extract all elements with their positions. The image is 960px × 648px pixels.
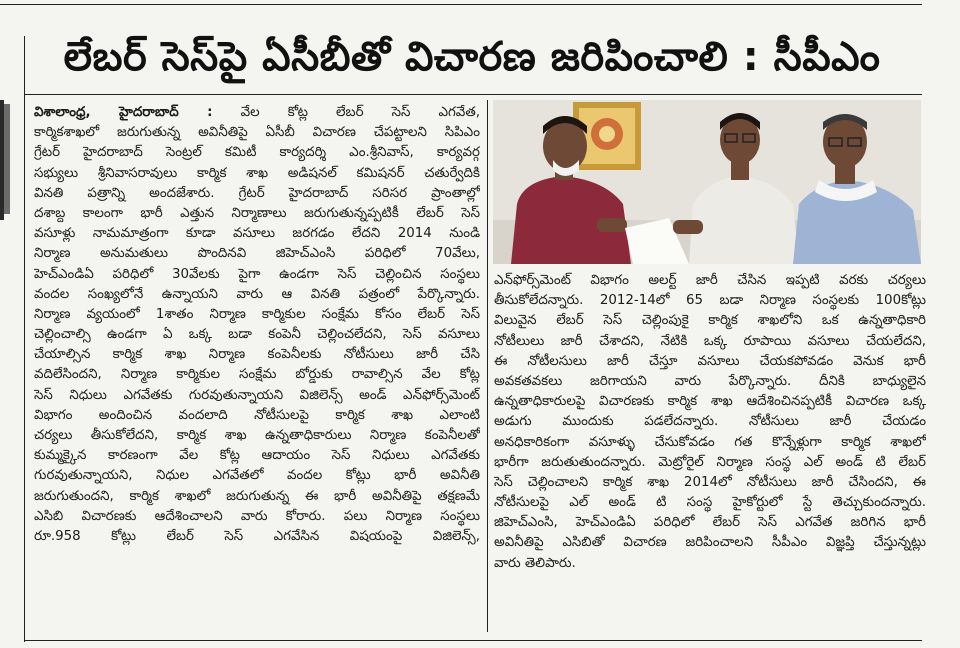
article-line: అనధికారికంగా వసూళ్ళు చేసుకోవడం గత కొన్నేళ్లుగా కార్మిక శాఖలో xyxy=(494,434,926,450)
article-line: వినతి పత్రాన్ని అందజేశారు. గ్రేటర్ హైదరాబాద్ సరిసర ప్రాంతాల్లో xyxy=(34,185,480,201)
article-line: విభాగం అందించిన వందలాది నోటీసులపై కార్మిక శాఖ ఎలాంటి xyxy=(34,407,480,423)
article-line: కార్మికశాఖలో జరుగుతున్న అవినీతిపై ఏసీబీ విచారణ చేపట్టాలని సిపిఎం xyxy=(34,125,480,141)
article-line: ఎసిబి విచారణకు ఆదేశించాలని వారు కోరారు. పలు నిర్మాణ సంస్థలు xyxy=(34,508,480,524)
article-line: ఈ నోటీలసులు జారీ చేస్తూ వసూలు చేయకపోవడం వెనుక భారీ xyxy=(494,353,926,369)
article-line: జరుగుతుందని, కార్మిక శాఖలో జరుగుతున్న ఈ భారీ అవినీతిపై తక్షణమే xyxy=(34,488,480,504)
article-line: అవకతవకలు జరిగాయని వారు పేర్కొన్నారు. దీనికి బాధ్యులైన xyxy=(494,373,926,389)
placeline: విశాలాంధ్ర, హైదరాబాద్ : xyxy=(34,105,213,120)
article-line: సభ్యులు శ్రీనివాసరావులు కార్మిక శాఖ అడిషనల్ కమిషనర్ చతుర్వేదికి xyxy=(34,165,480,181)
article-line: భారీగా జరుతుతుందన్నారు. మెట్రోరైల్ నిర్మాణ సంస్థ ఎల్ అండ్ టి లేబర్ xyxy=(494,454,926,470)
article-line: నిర్మాణ అనుమతులు పొందినవి జిహెచ్ఎంసి పరిధిలో 70వేలు, xyxy=(34,246,480,262)
headline: లేబర్ సెస్‌పై ఏసీబీతో విచారణ జరిపించాలి : సీపీఎం xyxy=(63,34,881,80)
headline-underline xyxy=(24,94,922,95)
article-line: అడుగు ముందుకు పడలేదన్నారు. నోటీసులు జారీ చేయడం xyxy=(494,414,926,430)
left-column-border xyxy=(24,36,25,642)
article-line: ఉన్నతాధికారులపై విచారణకు కార్మిక శాఖ ఆదేశించినప్పటికీ విచారణ ఒక్క xyxy=(494,394,926,410)
article-line: అవినీతిపై ఎసిబితో విచారణ జరిపించాలని సీపీఎం విజ్ఞప్తి చేస్తున్నట్లు xyxy=(494,535,926,551)
adjacent-article-fragment xyxy=(4,104,10,214)
article-line: విలువైన లేబర్ సెస్ చెల్లింపుకై కార్మిక శాఖలోని ఒక ఉన్నతాధికారి xyxy=(494,313,926,329)
article-line: హెచ్ఎండిఏ పరిధిలో 30వేలకు పైగా ఉండగా సెస్ చెల్లించిన సంస్థలు xyxy=(34,266,480,282)
article-line: చేయాల్సిన కార్మిక శాఖ నిర్మాణ కంపెనీలకు నోటీసులు జారీ చేసి xyxy=(34,347,480,363)
article-line: తీసుకోలేదన్నారు. 2012-14లో 65 బడా నిర్మాణ సంస్థలకు 100కోట్లు xyxy=(494,293,926,309)
article-line: నిర్మాణ వ్యయంలో 1శాతం నిర్మాణ కార్మికుల సంక్షేమ కోసం లేబర్ సెస్ xyxy=(34,306,480,322)
article-line: వారు తెలిపారు. xyxy=(494,555,576,571)
article-line: నోటీసులపై ఎల్ అండ్ టి సంస్థ హైకోర్టులో స్టే తెచ్చుకుందన్నారు. xyxy=(494,495,926,511)
article-photo xyxy=(493,100,921,264)
photo-illustration xyxy=(493,100,921,264)
article-line: విశాలాంధ్ర, హైదరాబాద్ : వేల కోట్ల లేబర్ సెస్ ఎగవేత, xyxy=(34,105,480,120)
article-line: వందల సంఖ్యలోనే ఉన్నాయని వారు ఆ వినతి పత్రంలో పేర్కొన్నారు. xyxy=(34,286,480,302)
article-line: వసూళ్లు నామమాత్రంగా కూడా వసూలు జరగడం లేదని 2014 నుండి xyxy=(34,226,480,242)
bottom-rule xyxy=(24,640,922,641)
article-line: రూ.958 కోట్లు లేబర్ సెస్ ఎగవేసిన విషయంపై విజిలెన్స్, xyxy=(34,528,480,544)
article-line: చర్యలు తీసుకోలేదని, కార్మిక శాఖ ఉన్నతాధికారులు నిర్మాణ కంపెనీలతో xyxy=(34,428,480,443)
article-line: జిహెచ్ఎంసి, హెచ్ఎండిఏ పరిధిలో లేబర్ సెస్ ఎగవేత జరిగిన భారీ xyxy=(494,515,926,531)
article-line: సెస్ చెల్లించాలని కార్మిక శాఖ 2014లో నోటీసులు జారీ చేసిందని, ఈ xyxy=(494,474,926,490)
article-line: గురవుతున్నాయని, నిధుల ఎగవేతలో వందల కోట్లు భారీ అవినీతి xyxy=(34,468,480,484)
article-line: వదిలేసిందని, నిర్మాణ కార్మికుల సంక్షేమ బోర్డుకు రావాల్సిన వేల కోట్ల xyxy=(34,367,480,383)
article-line: నోటీలులు జారీ చేశాదని, నేటికి ఒక్క రూపాయి వసూలు చేయలేదని, xyxy=(494,333,926,349)
article-line: కుమ్మక్కైన కారణంగా వేల కోట్ల ఆదాయం సెస్ నిధులు ఎగవేతకు xyxy=(34,448,480,464)
article-left-column xyxy=(34,103,480,623)
article-line: గ్రేటర్ హైదరాబాద్ సెంట్రల్ కమిటీ కార్యదర్శి ఎం.శ్రీనివాస్, కార్యవర్గ xyxy=(34,145,480,161)
article-line: ఎన్‌ఫోర్స్‌మెంట్ విభాగం అలర్ట్ జారీ చేసిన ఇప్పటి వరకు చర్యలు xyxy=(494,273,926,288)
top-rule xyxy=(0,4,922,5)
article-line: దశాబ్ద కాలంగా భారీ ఎత్తున నిర్మాణాలు జరుగుతున్నప్పటికీ లేబర్ సెస్ xyxy=(34,205,480,221)
article-line: చెల్లించాల్సి ఉండగా ఏ ఒక్క బడా కంపెనీ చెల్లించలేదని, సెస్ వసూలు xyxy=(34,327,480,343)
article-line: సెస్ నిధులు ఎగవేతకు గురవుతున్నాయని విజిలెన్స్ అండ్ ఎన్‌ఫోర్స్‌మెంట్ xyxy=(34,387,480,403)
article-right-column xyxy=(494,271,926,631)
column-divider xyxy=(487,100,488,632)
